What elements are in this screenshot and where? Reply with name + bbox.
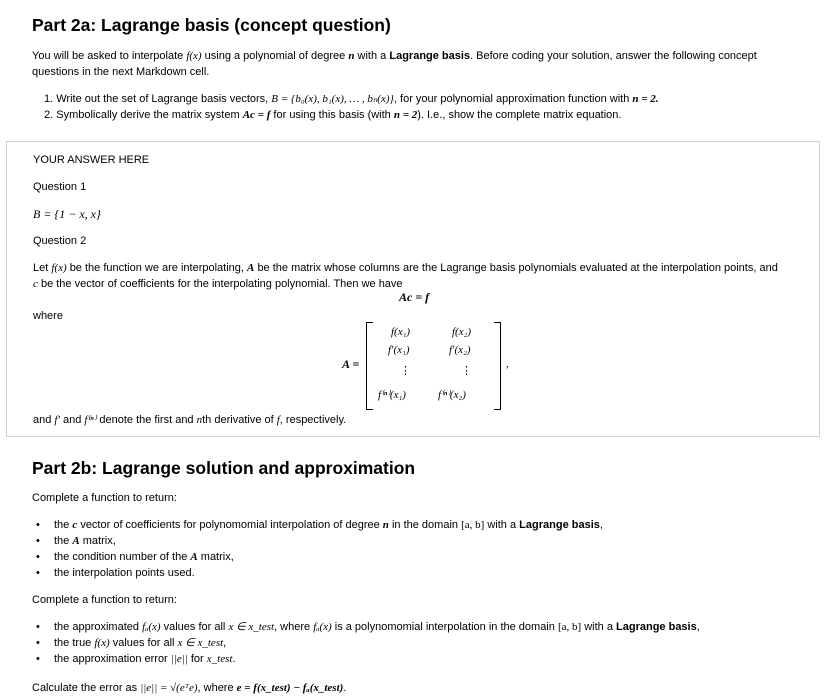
where-label: where: [33, 310, 63, 322]
matrix-cell: ⋮: [461, 365, 472, 377]
bullet-dot: •: [36, 535, 40, 547]
question-2-label: Question 2: [33, 235, 87, 247]
bullet-dot: •: [36, 567, 40, 579]
list-item: the interpolation points used.: [54, 567, 195, 579]
part2a-intro-line2: questions in the next Markdown cell.: [32, 66, 210, 78]
list-item: the approximation error ||e|| for x_test.: [54, 653, 236, 665]
question-1-item: 1. Write out the set of Lagrange basis vectors, B = {b₀(x), b₁(x), … , bₙ(x)}, for your polynomial approximation function with n = 2.: [44, 93, 659, 105]
matrix-cell: f⁽ⁿ⁾(x₁): [378, 389, 406, 401]
bullet-dot: •: [36, 519, 40, 531]
matrix-label: A =: [342, 357, 360, 371]
list-item: the condition number of the A matrix,: [54, 551, 234, 563]
part2b-title: Part 2b: Lagrange solution and approximation: [32, 458, 416, 478]
matrix-cell: f′(x₂): [449, 344, 471, 356]
list-item: the A matrix,: [54, 535, 116, 547]
equation-ac-f: Ac = f: [399, 290, 430, 304]
bullet-dot: •: [36, 551, 40, 563]
question-2-item: 2. Symbolically derive the matrix system Ac = f for using this basis (with n = 2). I.e., show the complete matrix equation.: [44, 109, 622, 121]
matrix-a: [318, 322, 518, 408]
answer-header: YOUR ANSWER HERE: [33, 154, 150, 166]
bullet-dot: •: [36, 621, 40, 633]
question-1-answer: B = {1 − x, x}: [33, 207, 101, 221]
list-item: the approximated fₐ(x) values for all x ∈ x_test, where fₐ(x) is a polynomomial interpolation in the domain [a, b] with a Lagrange basis,: [54, 621, 700, 633]
complete-function-2: Complete a function to return:: [32, 594, 177, 606]
footer-text: and f′ and f⁽ⁿ⁾ denote the first and nth derivative of f, respectively.: [33, 414, 347, 426]
matrix-cell: f′(x₁): [388, 344, 410, 356]
matrix-left-bracket: [366, 322, 373, 410]
matrix-cell: f⁽ⁿ⁾(x₂): [438, 389, 466, 401]
matrix-comma: ,: [506, 358, 509, 370]
question-2-text-line1: Let f(x) be the function we are interpolating, A be the matrix whose columns are the Lagrange basis polynomials evaluated at the interpolation points, and: [33, 262, 778, 274]
list-item: the true f(x) values for all x ∈ x_test,: [54, 637, 227, 649]
question-1-label: Question 1: [33, 181, 87, 193]
bullet-dot: •: [36, 653, 40, 665]
complete-function-1: Complete a function to return:: [32, 492, 177, 504]
list-item: the c vector of coefficients for polynomomial interpolation of degree n in the domain [a, b] with a Lagrange basis,: [54, 519, 603, 531]
part2a-intro: You will be asked to interpolate f(x) using a polynomial of degree n with a Lagrange basis. Before coding your solution, answer the following concept: [32, 50, 757, 62]
question-2-text-line2: c be the vector of coefficients for the interpolating polynomial. Then we have: [33, 278, 403, 290]
matrix-cell: f(x₂): [452, 326, 472, 338]
matrix-cell: f(x₁): [391, 326, 411, 338]
part2a-title: Part 2a: Lagrange basis (concept question): [32, 15, 391, 35]
error-calculation: Calculate the error as ||e|| = √(eᵀe), where e = f(x_test) − fₐ(x_test).: [32, 682, 347, 694]
bullet-dot: •: [36, 637, 40, 649]
matrix-right-bracket: [494, 322, 501, 410]
matrix-cell: ⋮: [400, 365, 411, 377]
